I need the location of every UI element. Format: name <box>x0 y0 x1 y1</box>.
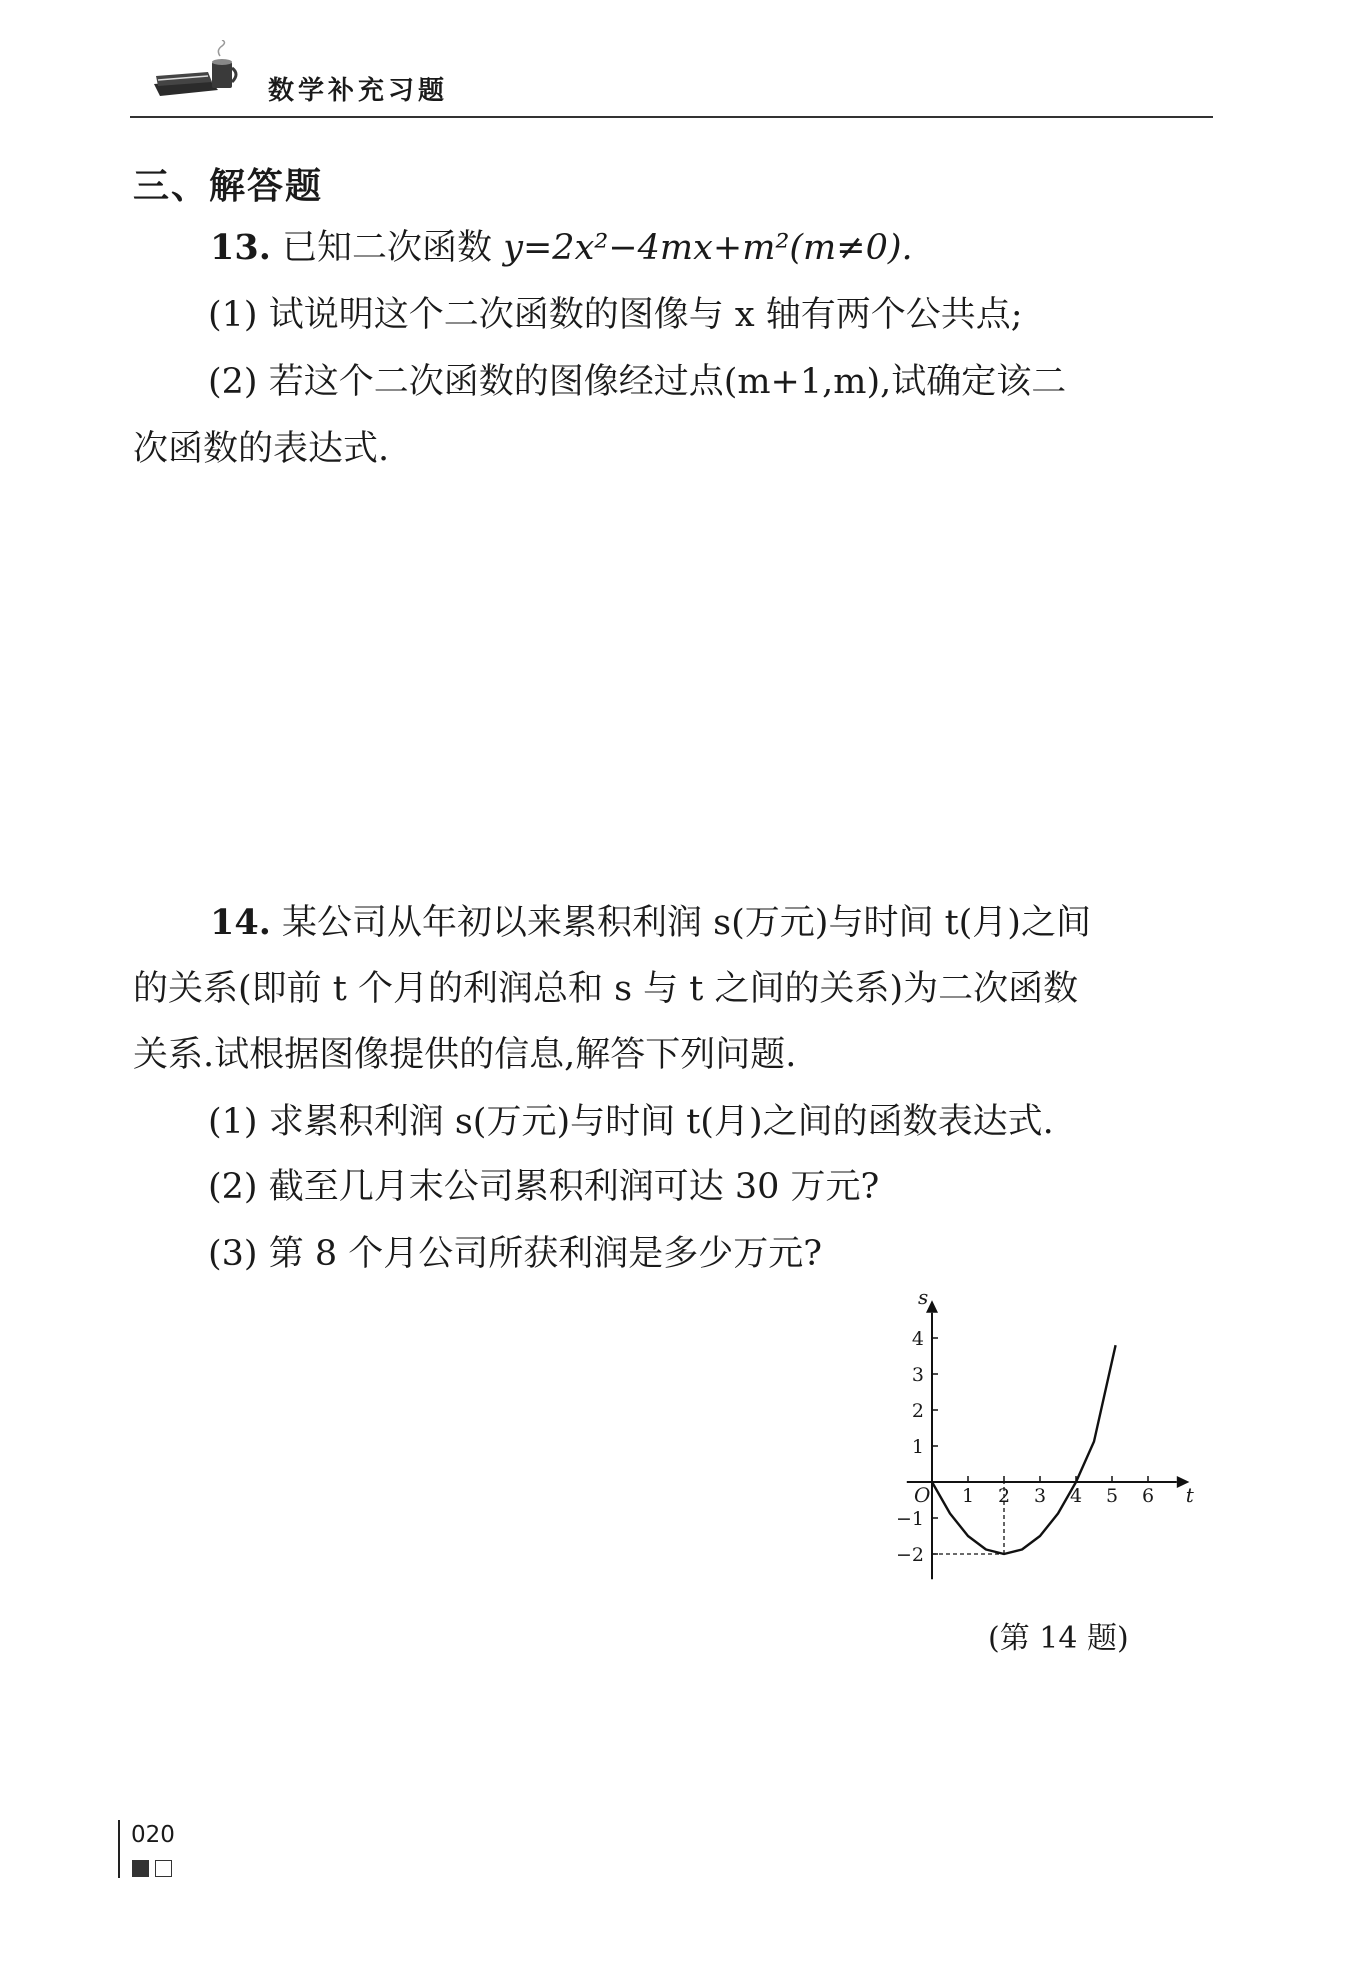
parabola-curve <box>932 1345 1119 1554</box>
footer-bar <box>118 1820 120 1878</box>
q13-stem-text: 已知二次函数 <box>282 228 493 268</box>
y-axis-label: s <box>918 1284 929 1309</box>
x-tick-label: 1 <box>962 1485 975 1507</box>
y-tick-label: −1 <box>895 1508 924 1530</box>
y-tick-label: 1 <box>911 1436 924 1458</box>
y-tick-label: −2 <box>895 1544 924 1566</box>
q14-part3: (3) 第 8 个月公司所获利润是多少万元? <box>208 1234 822 1274</box>
y-tick-label: 2 <box>911 1400 924 1422</box>
x-tick-label: 4 <box>1070 1485 1083 1507</box>
q13-part2-line2: 次函数的表达式. <box>133 429 390 469</box>
header-divider <box>130 116 1213 118</box>
x-tick-label: 6 <box>1142 1485 1155 1507</box>
y-tick-label: 4 <box>911 1328 924 1350</box>
x-tick-label: 3 <box>1034 1485 1047 1507</box>
q14-stem-line1 <box>210 902 1091 943</box>
parabola-chart <box>880 1270 1220 1590</box>
q13-part1: (1) 试说明这个二次函数的图像与 x 轴有两个公共点; <box>208 295 1023 335</box>
x-axis-label: t <box>1185 1483 1194 1507</box>
q13-formula: y=2x²−4mx+m²(m≠0). <box>503 228 913 268</box>
q13-part2-line1: (2) 若这个二次函数的图像经过点(m+1,m),试确定该二 <box>208 362 1067 402</box>
q14-stem-text: 某公司从年初以来累积利润 s(万元)与时间 t(月)之间 <box>282 903 1091 943</box>
origin-label: O <box>914 1483 931 1507</box>
q13-stem <box>210 227 913 268</box>
x-tick-label: 5 <box>1106 1485 1119 1507</box>
header-title: 数学补充习题 <box>268 76 449 106</box>
q14-part2: (2) 截至几月末公司累积利润可达 30 万元? <box>208 1167 880 1207</box>
q13-number: 13. <box>210 227 271 268</box>
book-cup-icon <box>150 40 242 102</box>
filled-square-icon <box>132 1860 149 1877</box>
page-number: 020 <box>131 1822 175 1848</box>
q14-stem-line3: 关系.试根据图像提供的信息,解答下列问题. <box>133 1035 797 1075</box>
q14-stem-line2: 的关系(即前 t 个月的利润总和 s 与 t 之间的关系)为二次函数 <box>133 969 1079 1009</box>
x-tick-label: 2 <box>998 1485 1011 1507</box>
section-title: 三、解答题 <box>133 166 324 207</box>
y-tick-label: 3 <box>911 1364 924 1386</box>
empty-square-icon <box>155 1860 172 1877</box>
q14-part1: (1) 求累积利润 s(万元)与时间 t(月)之间的函数表达式. <box>208 1102 1054 1142</box>
q14-number: 14. <box>210 902 271 943</box>
figure-caption: (第 14 题) <box>988 1621 1129 1656</box>
